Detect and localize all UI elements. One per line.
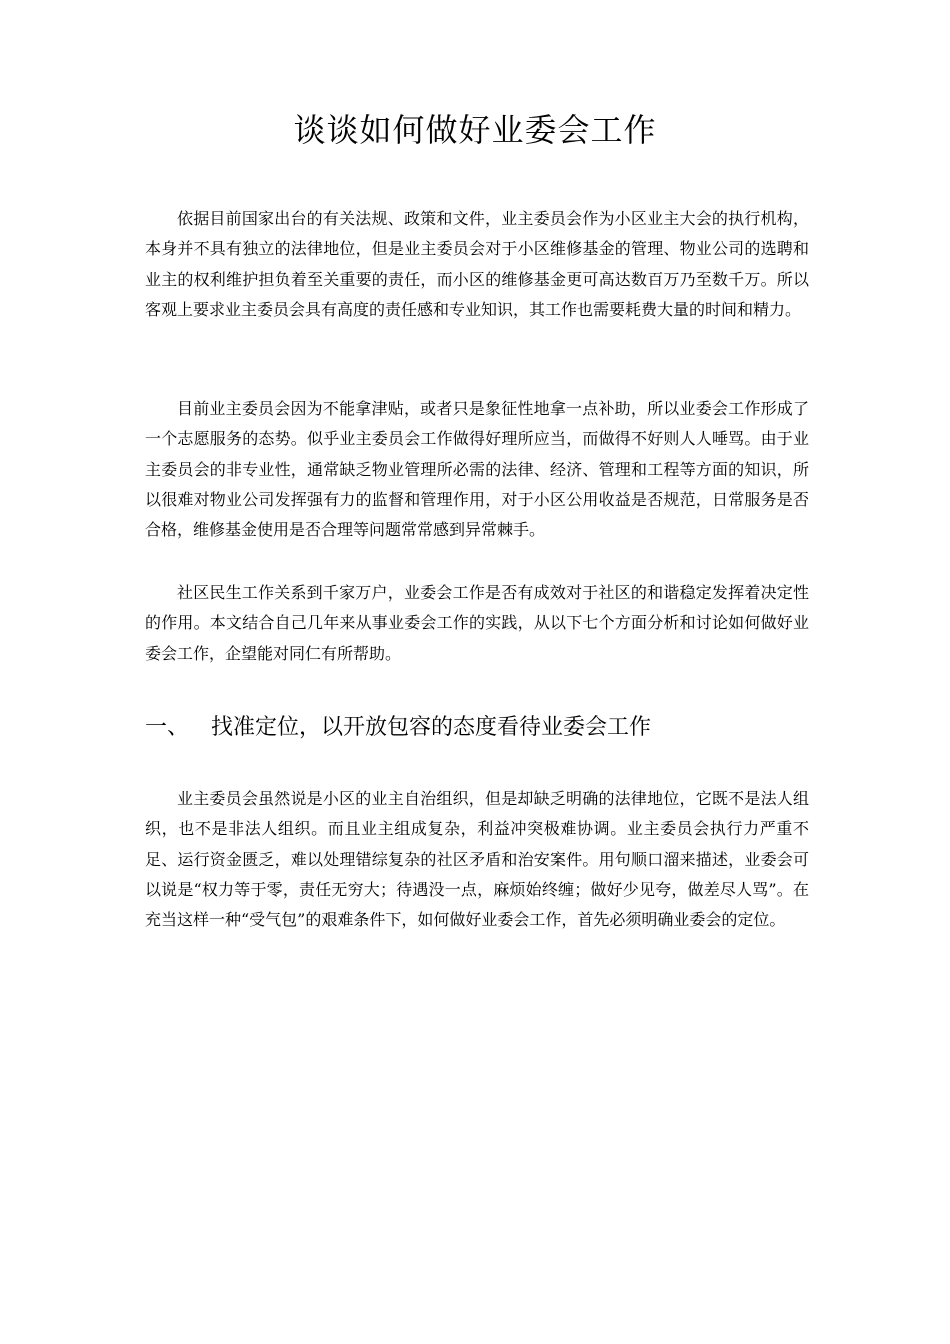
section-1-number: 一、	[145, 715, 190, 740]
section-1-heading	[145, 706, 845, 750]
intro-paragraph-1: 依据目前国家出台的有关法规、政策和文件，业主委员会作为小区业主大会的执行机构，本身并不具有独立的法律地位，但是业主委员会对于小区维修基金的管理、物业公司的选聘和业主的权利维护担负着至关重要的责任，而小区的维修基金更可高达数百万乃至数千万。所以客观上要求业主委员会具有高度的责任感和专业知识，其工作也需要耗费大量的时间和精力。	[145, 209, 809, 319]
document-title: 谈谈如何做好业委会工作	[293, 111, 657, 149]
section-1-paragraph: 业主委员会虽然说是小区的业主自治组织，但是却缺乏明确的法律地位，它既不是法人组织，也不是非法人组织。而且业主组成复杂，利益冲突极难协调。业主委员会执行力严重不足、运行资金匮乏，难以处理错综复杂的社区矛盾和治安案件。用句顺口溜来描述，业委会可以说是“权力等于零，责任无穷大；待遇没一点，麻烦始终缠；做好少见夸，做差尽人骂”。在充当这样一种“受气包”的艰难条件下，如何做好业委会工作，首先必须明确业委会的定位。	[145, 789, 809, 930]
intro-paragraph-2: 目前业主委员会因为不能拿津贴，或者只是象征性地拿一点补助，所以业委会工作形成了一个志愿服务的态势。似乎业主委员会工作做得好理所应当，而做得不好则人人唾骂。由于业主委员会的非专业性，通常缺乏物业管理所必需的法律、经济、管理和工程等方面的知识，所以很难对物业公司发挥强有力的监督和管理作用，对于小区公用收益是否规范，日常服务是否合格，维修基金使用是否合理等问题常常感到异常棘手。	[145, 399, 809, 540]
section-1-title: 找准定位，以开放包容的态度看待业委会工作	[211, 715, 652, 740]
intro-paragraph-3: 社区民生工作关系到千家万户，业委会工作是否有成效对于社区的和谐稳定发挥着决定性的作用。本文结合自己几年来从事业委会工作的实践，从以下七个方面分析和讨论如何做好业委会工作，企望能对同仁有所帮助。	[145, 583, 809, 663]
